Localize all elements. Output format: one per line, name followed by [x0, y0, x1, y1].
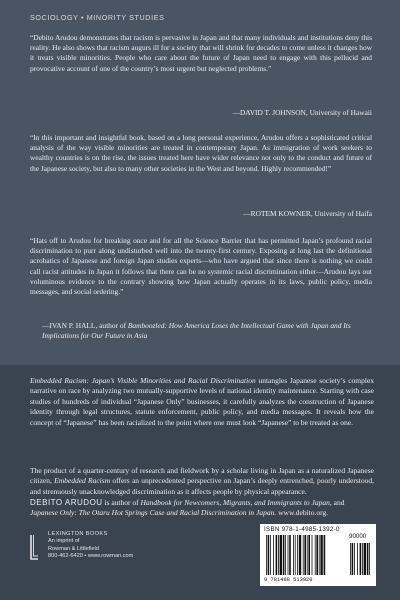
isbn-label: ISBN 978-1-4985-1392-0 [264, 526, 340, 533]
barcode-addon-bar [354, 543, 355, 575]
endorsement-quote-3: “Hats off to Arudou for breaking once and for all the Science Barrier that has permitted Japan’s profound racial discrimination to purr along undisturbed well into the twenty-first century. Exposing at long last the definitional acrobatics of Japanese and foreign Japan studies experts—who have argued that since there is nothing we could call racist attitudes in Japan it follows that there can be no systemic racial discrimination either—Arudou lays out voluminous evidence to the contrary showing how Japan actually operates in its laws, public policy, media messages, and social ordering.” [30, 236, 372, 297]
barcode-bar [285, 535, 286, 575]
barcode-addon-bar [350, 543, 351, 575]
barcode-addon-bar [360, 543, 362, 575]
book-description-paragraph-1 [30, 376, 374, 428]
endorsement-quote-2: “In this important and insightful book, based on a long personal experience, Arudou offers a sophisticated critical analysis of the way visible minorities are treated in contemporary Japan. As immigration of work seekers to wealthy countries is on the rise, the issues treated here have wider relevance not only to the conduct and future of the Japanese society, but also to many other societies in the West and beyond. Highly recommended!” [30, 133, 372, 173]
author-bio [30, 498, 374, 519]
publisher-logo-icon [30, 534, 39, 560]
barcode-bar [316, 535, 318, 575]
barcode-bar [273, 535, 274, 575]
barcode-bar [307, 535, 308, 575]
book-title: Embedded Racism: Japan’s Visible Minorities and Racial Discrimination [30, 376, 256, 385]
barcode-bar [312, 535, 313, 575]
barcode-bar [278, 535, 279, 575]
barcode-addon-bar [369, 543, 370, 575]
endorser-name: —DAVID T. JOHNSON, [232, 108, 308, 117]
barcode-bar [268, 535, 270, 575]
bio-text: is author of [104, 498, 139, 507]
category-label: SOCIOLOGY • MINORITY STUDIES [30, 13, 165, 22]
isbn-digits: 9 781498 513920 [264, 577, 313, 583]
bio-text: and [333, 498, 345, 507]
barcode-bar [288, 535, 289, 575]
barcode-bar [289, 535, 291, 575]
barcode-bar [293, 535, 294, 575]
author-website: www.debito.org. [278, 508, 329, 518]
bio-book-title-1: Handbook for Newcomers, Migrants, and Immigrants to Japan, [140, 498, 332, 507]
barcode-bar [319, 535, 320, 575]
endorsement-attribution-2 [243, 209, 372, 219]
barcode-bar [315, 535, 316, 575]
barcode-bar [324, 535, 326, 575]
endorsement-attribution-1 [233, 108, 372, 118]
publisher-contact: 800-462-6420 • www.rowman.com [48, 553, 134, 560]
barcode-bar [304, 535, 306, 575]
barcode-bar [320, 535, 322, 575]
barcode-bar [297, 535, 298, 575]
endorsement-attribution-3 [42, 321, 372, 341]
barcode-bar [276, 535, 278, 575]
description-text: The product of a quarter-century of research and fieldwork by a scholar living in Japan as a naturalized Japanese citizen, [30, 466, 374, 486]
barcode-bar [295, 535, 296, 575]
barcode-bar [280, 535, 282, 575]
barcode-bar [283, 535, 285, 575]
endorsement-quote-1: “Debito Arudou demonstrates that racism is pervasive in Japan and that many individuals and institutions deny this reality. He also shows that racism augurs ill for a society that will shrink for decades to come unless it changes how it treats visible minorities. People who care about the future of Japan need to engage with this pellucid and provocative account of one of the country’s most urgent but neglected problems.” [30, 33, 372, 73]
publisher-imprint: An imprint of [48, 538, 80, 545]
endorser-name: —IVAN P. HALL, [42, 321, 98, 330]
description-text: offers an unprecedented perspective on Japan’s deeply entrenched, poorly understood, and strenuously unacknowledged discrimination as it affects people by physical appearance. [30, 476, 375, 496]
publisher-name: LEXINGTON BOOKS [48, 531, 108, 537]
author-name: DEBITO ARUDOU [30, 498, 103, 507]
endorser-affiliation: University of Hawaii [309, 108, 372, 117]
publisher-info [48, 531, 133, 561]
barcode-bar [308, 535, 310, 575]
barcode-addon-bar [364, 543, 366, 575]
price-code: 90000 [349, 533, 367, 540]
barcode-bar [303, 535, 304, 575]
barcode-bar [266, 535, 267, 575]
endorser-affiliation: University of Haifa [314, 209, 372, 218]
barcode-addon-bar [352, 543, 354, 575]
barcode-addon-bar [357, 543, 358, 575]
isbn-barcode [260, 524, 376, 586]
barcode-addon-bar [367, 543, 369, 575]
endorser-name: —ROTEM KOWNER, [243, 209, 313, 218]
publisher-parent: Rowman & Littlefield [48, 545, 99, 552]
book-title-short: Embedded Racism [54, 476, 111, 486]
barcode-bar [270, 535, 271, 575]
book-description-paragraph-2 [30, 466, 374, 497]
barcode-addon-bar [362, 543, 363, 575]
endorser-affiliation-prefix: author of [99, 321, 127, 330]
endorser-book-title: Bamboozled: How America Loses the Intellectual Game with Japan and Its Implications for Our Future in Asia [42, 321, 351, 341]
barcode-bar [299, 535, 301, 575]
description-text: untangles Japanese society’s complex narrative on race by analyzing two mutually-supportive levels of national identity maintenance. Starting with case studies of hundreds of individual “Japanese Only” businesses, it carefully analyzes the construction of Japanese identity through legal structures, statute enforcement, public policy, and media messages. It reveals how the concept of “Japanese” has been racialized to the point where one must look “Japanese” to be treated as one. [30, 376, 375, 427]
barcode-bars [264, 535, 372, 577]
bio-book-title-2: Japanese Only: The Otaru Hot Springs Case and Racial Discrimination in Japan. [30, 508, 277, 518]
